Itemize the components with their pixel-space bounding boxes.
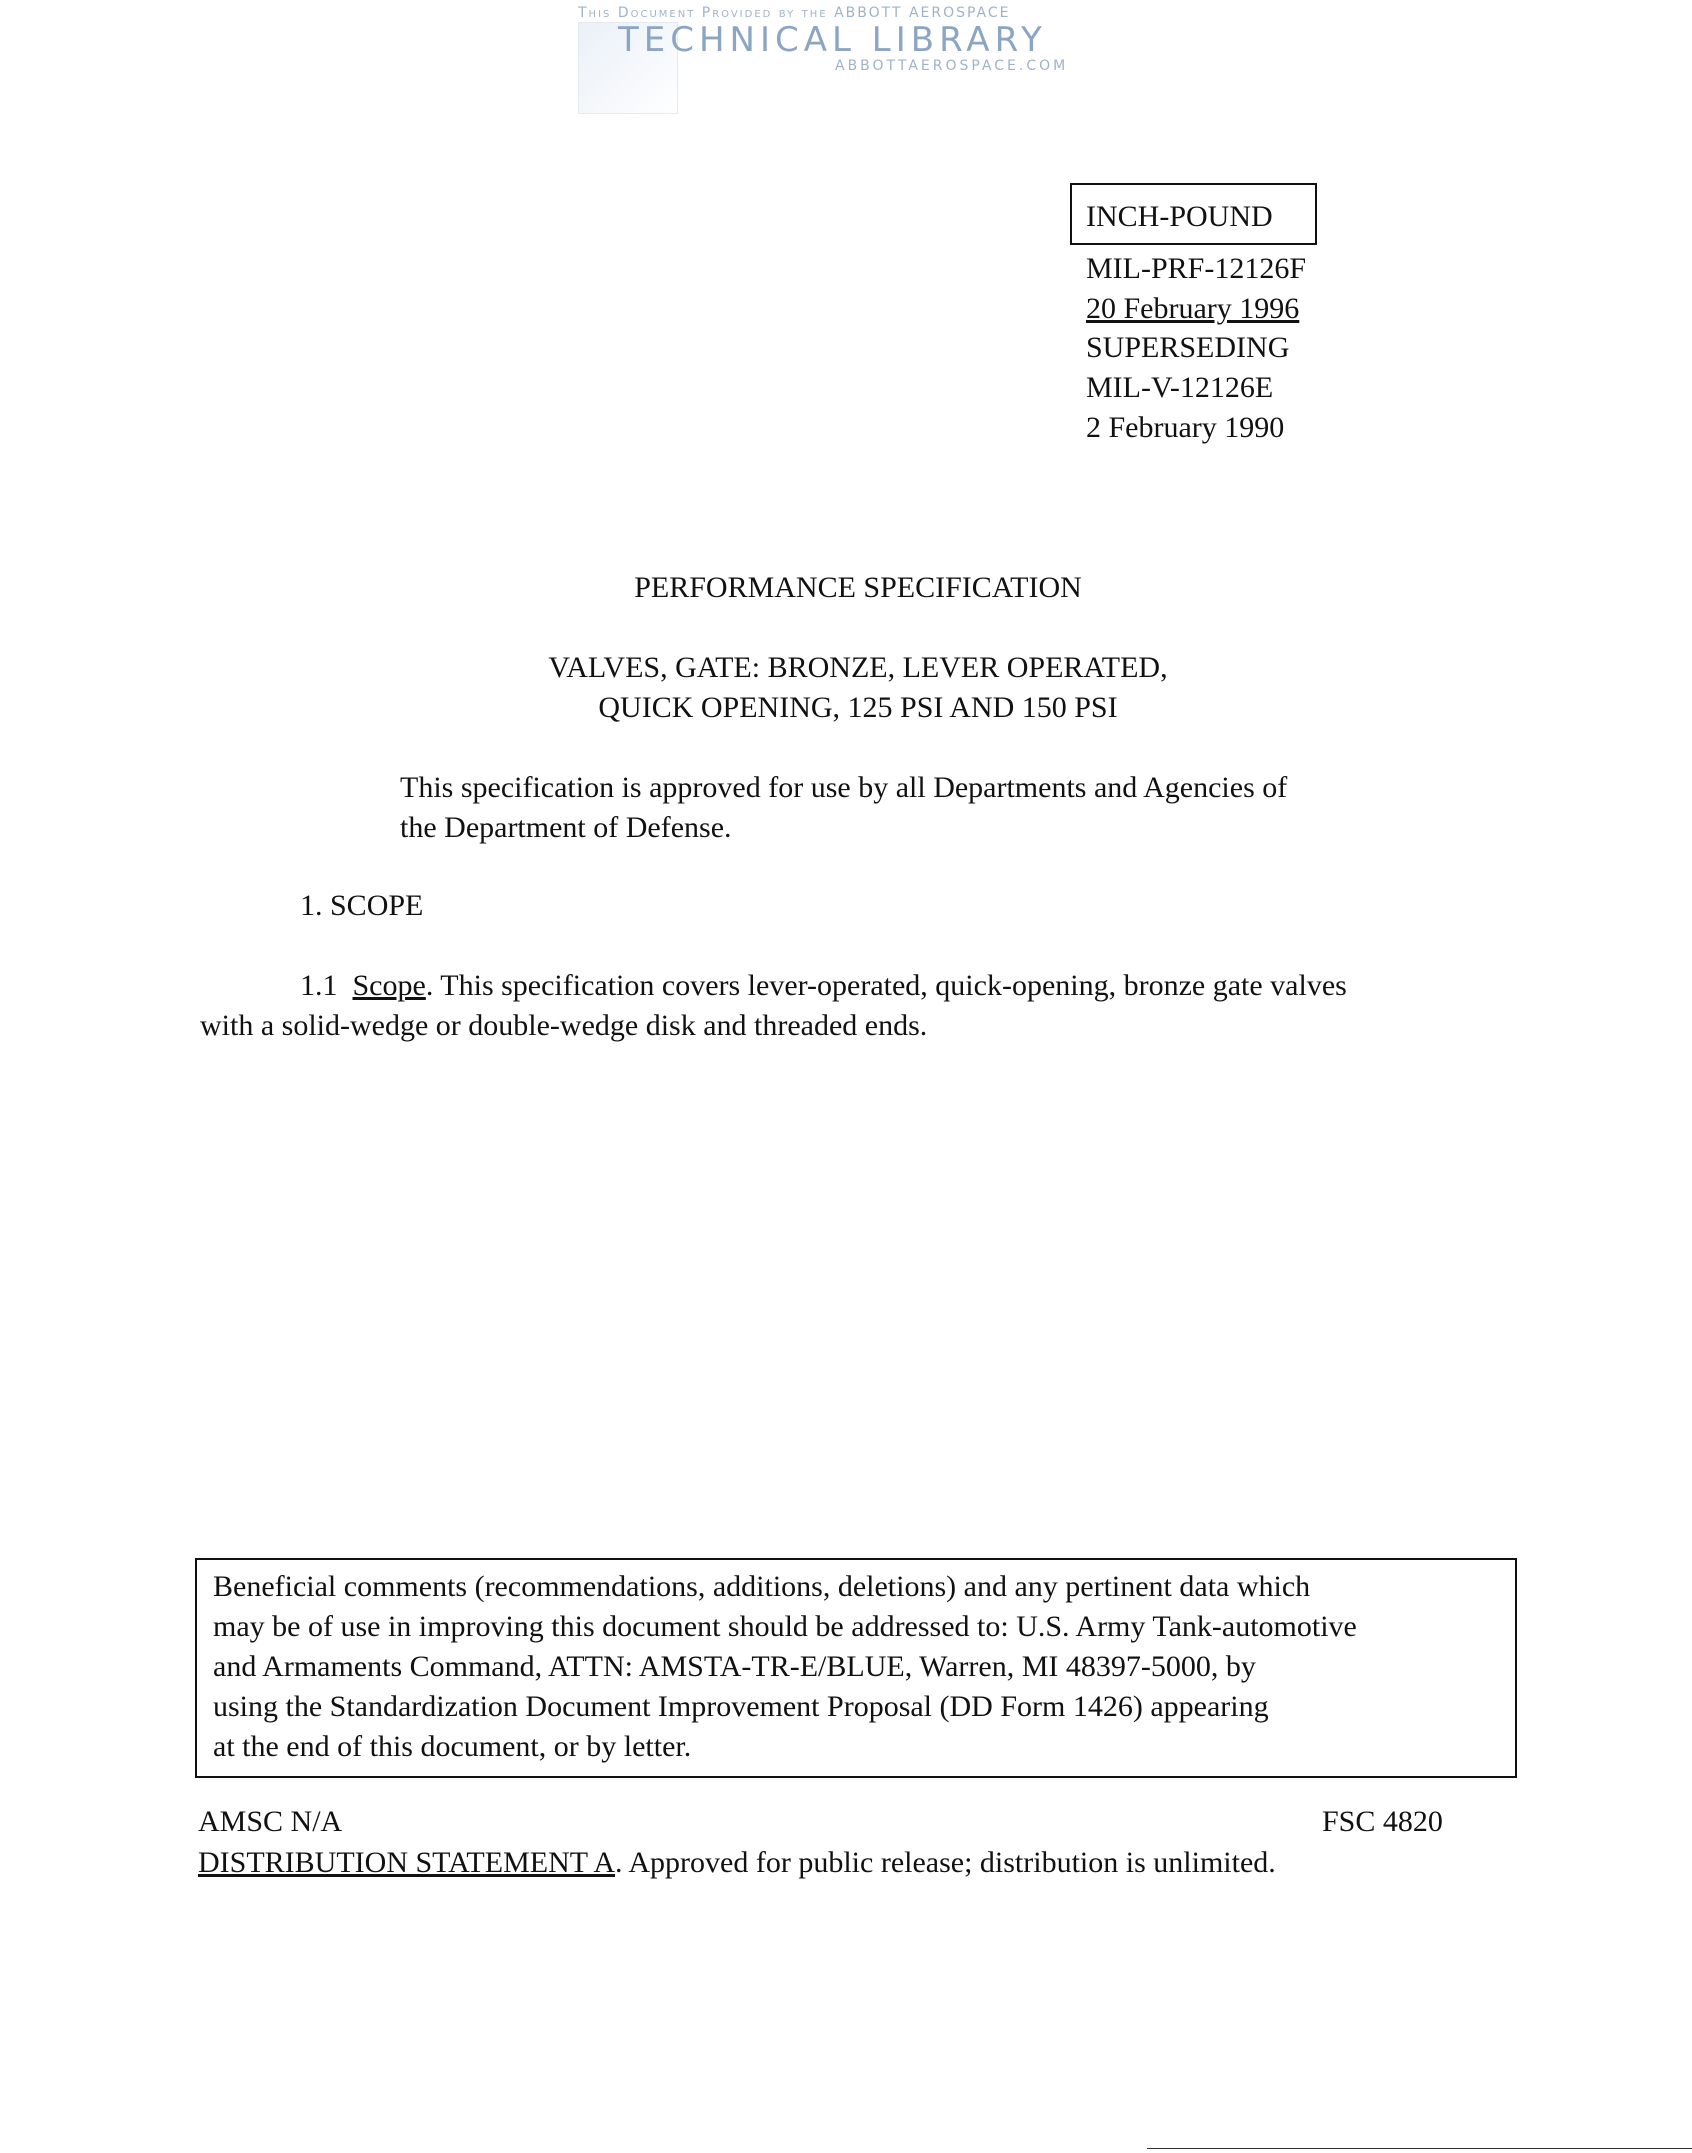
comments-line: using the Standardization Document Improvement Proposal (DD Form 1426) appearing xyxy=(213,1690,1269,1723)
document-date: 20 February 1996 xyxy=(1086,292,1300,325)
superseding-label: SUPERSEDING xyxy=(1086,331,1290,364)
fsc-label: FSC 4820 xyxy=(1322,1805,1443,1838)
comments-line: and Armaments Command, ATTN: AMSTA-TR-E/BLUE, Warren, MI 48397-5000, by xyxy=(213,1650,1256,1683)
paragraph-number: 1.1 xyxy=(300,969,338,1002)
document-number: MIL-PRF-12126F xyxy=(1086,252,1307,285)
scope-paragraph-line2: with a solid-wedge or double-wedge disk and threaded ends. xyxy=(200,1009,928,1042)
comments-line: at the end of this document, or by letter. xyxy=(213,1730,692,1763)
comments-line: Beneficial comments (recommendations, additions, deletions) and any pertinent data which xyxy=(213,1570,1311,1603)
watermark-technical-library: TECHNICAL LIBRARY xyxy=(618,20,1047,60)
spec-title-line1: VALVES, GATE: BRONZE, LEVER OPERATED, xyxy=(548,651,1168,684)
amsc-label: AMSC N/A xyxy=(198,1805,343,1838)
watermark-url: ABBOTTAEROSPACE.COM xyxy=(835,58,1069,74)
spec-type-heading: PERFORMANCE SPECIFICATION xyxy=(634,571,1082,604)
section-scope-heading: 1. SCOPE xyxy=(300,889,424,922)
approval-line1: This specification is approved for use by all Departments and Agencies of xyxy=(400,771,1288,804)
spec-title-line2: QUICK OPENING, 125 PSI AND 150 PSI xyxy=(598,691,1118,724)
approval-line2: the Department of Defense. xyxy=(400,811,732,844)
watermark-provided-by: This Document Provided by the ABBOTT AEROSPACE xyxy=(578,5,1011,21)
unit-system: INCH-POUND xyxy=(1086,200,1273,233)
distribution-label: DISTRIBUTION STATEMENT A xyxy=(198,1846,616,1879)
comments-line: may be of use in improving this document should be addressed to: U.S. Army Tank-automotive xyxy=(213,1610,1357,1643)
superseded-number: MIL-V-12126E xyxy=(1086,371,1274,404)
superseded-date: 2 February 1990 xyxy=(1086,411,1285,444)
paragraph-title: Scope xyxy=(352,969,426,1002)
distribution-text: . Approved for public release; distribution is unlimited. xyxy=(615,1846,1276,1879)
paragraph-text: . This specification covers lever-operated, quick-opening, bronze gate valves xyxy=(425,969,1347,1002)
distribution-statement xyxy=(198,1846,1276,1880)
bottom-rule xyxy=(1147,2148,1692,2149)
scope-paragraph-line1 xyxy=(300,969,1347,1003)
